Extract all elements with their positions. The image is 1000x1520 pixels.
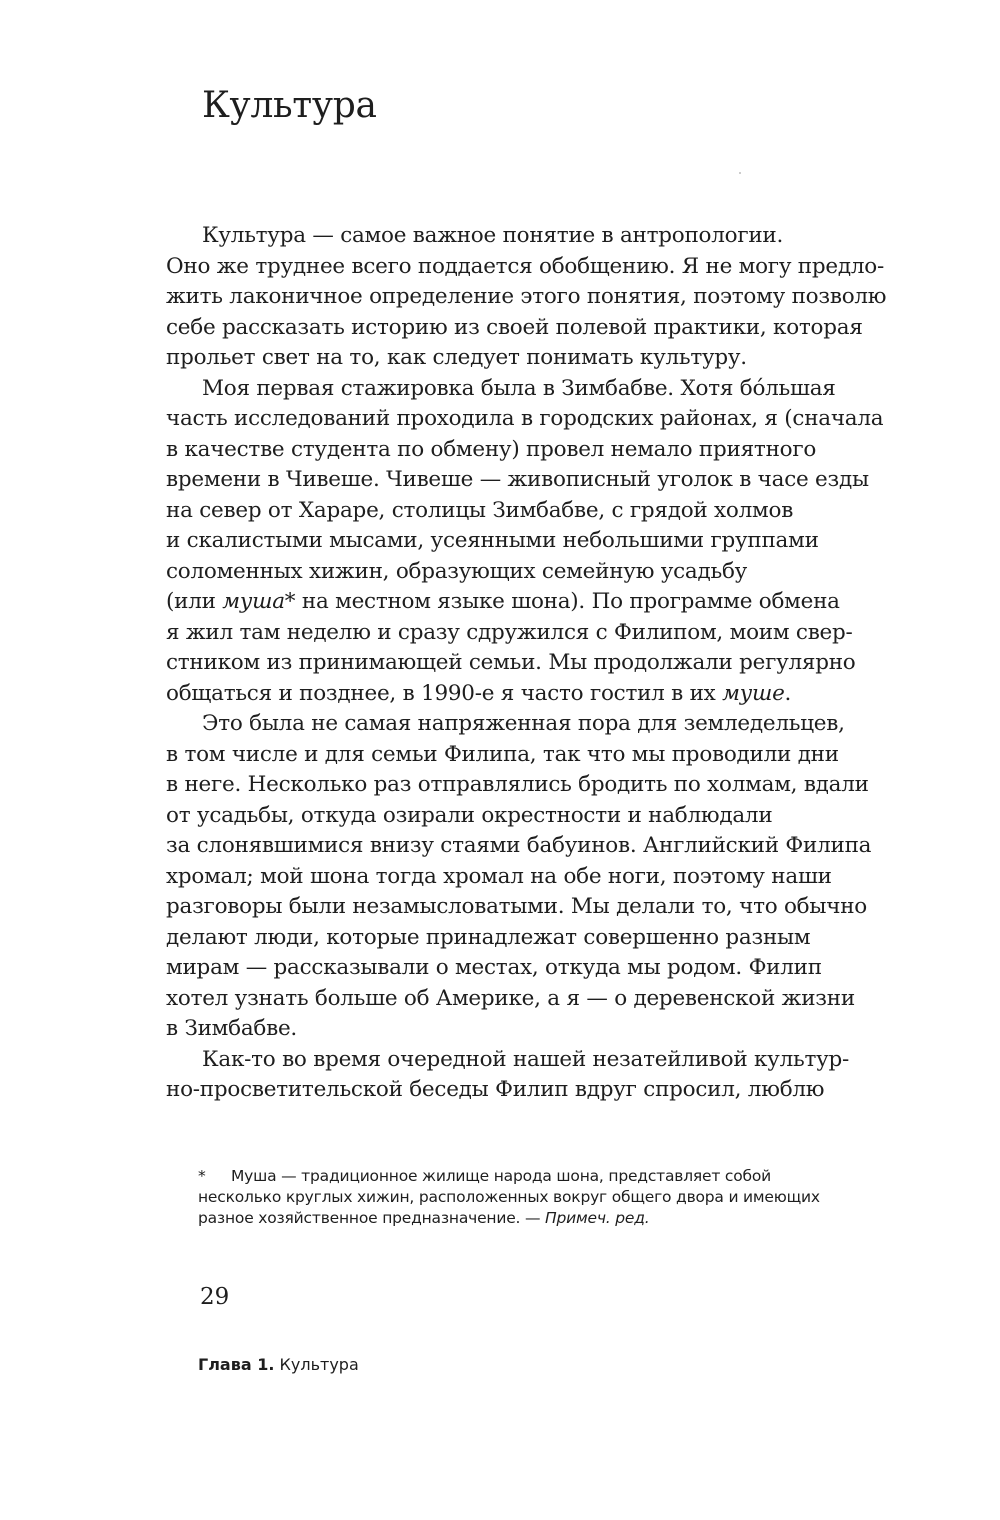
running-footer bbox=[198, 1355, 359, 1375]
text-line: хотел узнать больше об Америке, а я — о деревенской жизни bbox=[166, 985, 855, 1011]
text-line: часть исследований проходила в городских районах, я (сначала bbox=[166, 406, 884, 431]
chapter-label: Глава 1. bbox=[198, 1355, 275, 1374]
text-line: за слонявшимися внизу стаями бабуинов. Английский Филипа bbox=[166, 833, 872, 858]
italic-term: муша bbox=[222, 589, 285, 614]
text-line: мирам — рассказывали о местах, откуда мы родом. Филип bbox=[166, 955, 822, 980]
body-text bbox=[166, 221, 886, 1106]
text-line: я жил там неделю и сразу сдружился с Филипом, моим свер- bbox=[166, 619, 853, 645]
text-line: стником из принимающей семьи. Мы продолжали регулярно bbox=[166, 650, 856, 675]
text-line: времени в Чивеше. Чивеше — живописный уголок в часе езды bbox=[166, 467, 869, 492]
text-line: жить лаконичное определение этого понятия, поэтому позволю bbox=[166, 284, 887, 309]
text-line: Как-то во время очередной нашей незатейливой культур- bbox=[202, 1046, 850, 1072]
editor-note: Примеч. ред. bbox=[545, 1209, 650, 1227]
text-fragment: * на местном языке шона). По программе обмена bbox=[284, 589, 840, 614]
page-number: 29 bbox=[200, 1284, 230, 1310]
text-line: прольет свет на то, как следует понимать культуру. bbox=[166, 345, 747, 370]
text-line: себе рассказать историю из своей полевой практики, которая bbox=[166, 314, 863, 340]
text-line: хромал; мой шона тогда хромал на обе ноги, поэтому наши bbox=[166, 863, 832, 889]
text-line: делают люди, которые принадлежат совершенно разным bbox=[166, 924, 811, 950]
text-line: и скалистыми мысами, усеянными небольшими группами bbox=[166, 528, 819, 553]
text-line: Это была не самая напряженная пора для земледельцев, bbox=[202, 711, 845, 736]
italic-term: муше bbox=[722, 680, 785, 706]
text-line: но-просветительской беседы Филип вдруг спросил, люблю bbox=[166, 1077, 825, 1102]
text-line: Моя первая стажировка была в Зимбабве. Хотя бóльшая bbox=[202, 375, 836, 401]
text-line: в Зимбабве. bbox=[166, 1016, 298, 1041]
footnote-line: Муша — традиционное жилище народа шона, представляет собой bbox=[231, 1167, 772, 1185]
paper-speck bbox=[739, 172, 741, 174]
text-line: от усадьбы, откуда озирали окрестности и наблюдали bbox=[166, 802, 773, 828]
footnote bbox=[198, 1166, 820, 1229]
footnote-line: несколько круглых хижин, расположенных вокруг общего двора и имеющих bbox=[198, 1188, 820, 1206]
text-line: на север от Хараре, столицы Зимбабве, с грядой холмов bbox=[166, 497, 794, 523]
text-line: в неге. Несколько раз отправлялись бродить по холмам, вдали bbox=[166, 772, 869, 797]
chapter-title: Культура bbox=[279, 1355, 359, 1374]
text-line: в том числе и для семьи Филипа, так что мы проводили дни bbox=[166, 741, 839, 767]
text-line: разговоры были незамысловатыми. Мы делали то, что обычно bbox=[166, 894, 867, 919]
text-fragment: (или bbox=[166, 589, 223, 614]
text-line: соломенных хижин, образующих семейную усадьбу bbox=[166, 558, 748, 584]
text-fragment: общаться и позднее, в 1990-е я часто гостил в их bbox=[166, 680, 723, 706]
footnote-marker: * bbox=[198, 1167, 206, 1185]
text-fragment: . bbox=[784, 680, 792, 706]
text-line: в качестве студента по обмену) провел немало приятного bbox=[166, 436, 817, 462]
footnote-text: разное хозяйственное предназначение. — bbox=[198, 1209, 546, 1227]
text-line: Культура — самое важное понятие в антропологии. bbox=[202, 223, 784, 248]
text-line bbox=[166, 587, 886, 618]
footnote-line bbox=[198, 1208, 820, 1229]
text-line: Оно же труднее всего поддается обобщению. Я не могу предло- bbox=[166, 253, 884, 279]
text-line bbox=[166, 679, 886, 710]
chapter-heading: Культура bbox=[202, 85, 377, 126]
